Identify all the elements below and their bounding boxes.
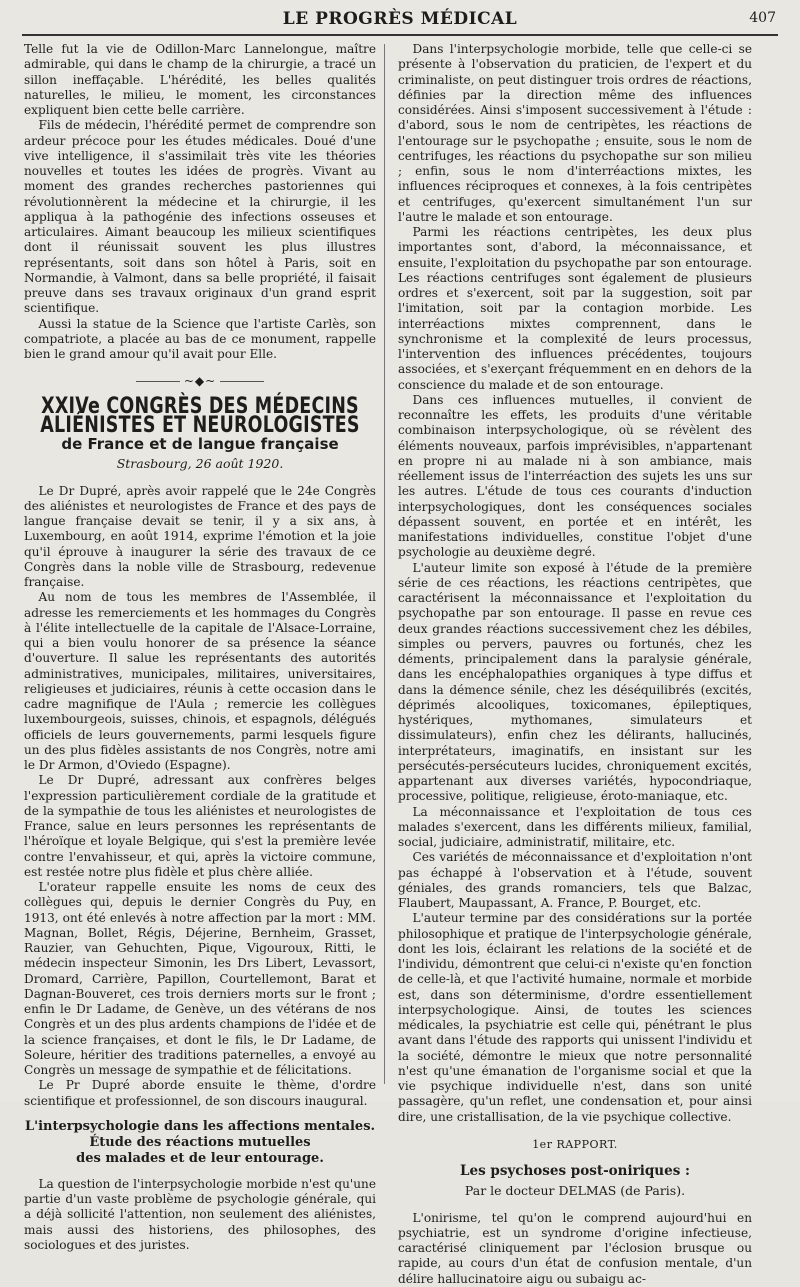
paragraph: L'onirisme, tel qu'on le comprend aujourd'hui en psychiatrie, est un syndrome d'origine infectieuse, caractérisé cliniquement par l'éclosion brusque ou rapide, au cours d'un état de confusion mentale, d'un délire hallucinatoire aigu ou subaigu ac-: [398, 1210, 752, 1286]
paragraph: La question de l'interpsychologie morbide n'est qu'une partie d'un vaste problème de psychologie générale, qui a déjà sollicité l'attention, non seulement des aliénistes, mais aussi des historiens, des philosophes, des sociologues et des juristes.: [24, 1176, 376, 1252]
paragraph: Dans ces influences mutuelles, il convient de reconnaître les effets, les produits d'une véritable combinaison interpsychologique, où se révèlent des éléments nouveaux, parfois imprévisibles, n'appartenant en propre ni au malade ni à son ambiance, mais réellement issus de l'interréaction des sujets les uns sur les autres. L'étude de tous ces courants d'induction interpsychologiques, dont les conséquences sociales dépassent souvent, en portée et en intérêt, les manifestations individuelles, constitue l'objet d'une psychologie au deuxième degré.: [398, 392, 752, 560]
paragraph: Au nom de tous les membres de l'Assemblée, il adresse les remerciements et les hommages du Congrès à l'élite intellectuelle de la capitale de l'Alsace-Lorraine, qui a bien voulu honorer de sa présence la séance d'ouverture. Il salue les représentants des autorités administratives, municipales, militaires, universitaires, religieuses et judiciaires, réunis à cette occasion dans le cadre magnifique de l'Aula ; remercie les collègues luxembourgeois, suisses, chinois, et espagnols, délégués officiels de leurs gouvernements, parmi lesquels figure un des plus fidèles assistants de nos Congrès, notre ami le Dr Armon, d'Oviedo (Espagne).: [24, 590, 376, 772]
journal-title: LE PROGRÈS MÉDICAL: [282, 9, 518, 29]
congress-subtitle: de France et de langue française: [61, 435, 339, 453]
paragraph: Fils de médecin, l'hérédité permet de comprendre son ardeur précoce pour les études médicales. Doué d'une vive intelligence, il s'assimilait très vite les théories nouvelles et toutes les idées de progrès. Vivant au moment des grandes recherches pastoriennes qui révolutionnèrent la médecine et la chirurgie, il les appliqua à la pathogénie des infections osseuses et articulaires. Aimant beaucoup les milieux scientifiques dont il réunissait souvent les plus illustres représentants, soit dans son hôtel à Paris, soit en Normandie, à Valmont, dans sa belle propriété, il faisait preuve dans ses travaux originaux d'un grand esprit scientifique.: [24, 118, 376, 316]
paragraph: Aussi la statue de la Science que l'artiste Carlès, son compatriote, a placée au bas de ce monument, rappelle bien le grand amour qu'il avait pour Elle.: [24, 316, 376, 361]
paragraph: L'auteur termine par des considérations sur la portée philosophique et pratique de l'interpsychologie générale, dont les lois, éclairant les relations de la société et de l'individu, démontrent que celui-ci n'existe qu'en fonction de celle-là, et que l'activité humaine, normale et morbide est, dans son déterminisme, d'ordre essentiellement interpsychologique. Ainsi, de toutes les sciences médicales, la psychiatrie est celle qui, pénétrant le plus avant dans l'étude des rapports qui unissent l'individu et la société, démontre le mieux que notre personnalité n'est qu'une émanation de l'organisme social et que la vie psychique individuelle n'est, dans son unité passagère, qu'un reflet, une condensation et, pour ainsi dire, une cristallisation, de la vie psychique collective.: [398, 911, 752, 1124]
section-ornament: ~◆~: [24, 374, 376, 389]
left-column: [24, 42, 376, 1253]
paragraph: L'auteur limite son exposé à l'étude de la première série de ces réactions, les réactions centripètes, que caractérisent la méconnaissance et l'exploitation du psychopathe par son entourage. Il passe en revue ces deux grandes réactions successivement chez les débiles, simples ou pervers, pauvres ou fortunés, chez les déments, principalement dans la paralysie générale, dans les encéphalopathies organiques à type diffus et dans la démence sénile, chez les déséquilibrés (excités, déprimés alcooliques, toxicomanes, épileptiques, hystériques, mythomanes, simulateurs et dissimulateurs), enfin chez les délirants, hallucinés, interprétateurs, imaginatifs, en insistant sur les persécutés-persécuteurs lucides, chroniquement excités, appartenant aux diverses variétés, hypocondriaque, processive, politique, religieuse, éroto-maniaque, etc.: [398, 560, 752, 804]
report-author: Par le docteur DELMAS (de Paris).: [464, 1183, 686, 1199]
header-rule: [22, 34, 778, 36]
right-column: [398, 42, 752, 1287]
paragraph: Le Dr Dupré, après avoir rappelé que le 24e Congrès des aliénistes et neurologistes de France et des pays de langue française devait se tenir, il y a six ans, à Luxembourg, en août 1914, exprime l'émotion et la joie qu'il éprouve à inaugurer la série des travaux de ce Congrès dans la noble ville de Strasbourg, redevenue française.: [24, 483, 376, 589]
section-heading-line: Étude des réactions mutuelles: [89, 1134, 311, 1150]
report-label: 1er RAPPORT.: [532, 1137, 618, 1151]
congress-date: Strasbourg, 26 août 1920.: [116, 456, 284, 472]
paragraph: Parmi les réactions centripètes, les deux plus importantes sont, d'abord, la méconnaissance, et ensuite, l'exploitation du psychopathe par son entourage. Les réactions centrifuges sont également de plusieurs ordres et s'exercent, soit par la suggestion, soit par l'imitation, soit par la contagion morbide. Les interréactions mixtes comprennent, dans le synchronisme et la complexité de leurs processus, l'intervention des influences précédentes, toujours associées, et s'exerçant fréquemment en en dehors de la conscience du malade et de son entourage.: [398, 225, 752, 392]
paragraph: Ces variétés de méconnaissance et d'exploitation n'ont pas échappé à l'observation et à l'étude, souvent géniales, des grands romanciers, tels que Balzac, Flaubert, Maupassant, A. France, P. Bourget, etc.: [398, 850, 752, 910]
paragraph: Dans l'interpsychologie morbide, telle que celle-ci se présente à l'observation du praticien, de l'expert et du criminaliste, on peut distinguer trois ordres de réactions, définies par la direction même des influences considérées. Ainsi s'imposent successivement à l'étude : d'abord, sous le nom de centripètes, les réactions de l'entourage sur le psychopathe ; ensuite, sous le nom de centrifuges, les réactions du psychopathe sur son milieu ; enfin, sous le nom d'interréactions mixtes, les influences réciproques et connexes, à la fois centripètes et centrifuges, qu'exercent simultanément l'un sur l'autre le malade et son entourage.: [398, 42, 752, 224]
report-title: Les psychoses post-oniriques :: [460, 1163, 690, 1179]
paragraph: Le Dr Dupré, adressant aux confrères belges l'expression particulièrement cordiale de la gratitude et de la sympathie de tous les aliénistes et neurologistes de France, salue en leurs personnes les représentants de l'héroïque et loyale Belgique, qui s'est la première levée contre l'envahisseur, et qui, après la victoire commune, est restée notre plus fidèle et plus chère alliée.: [24, 773, 376, 879]
section-heading-line: L'interpsychologie dans les affections mentales.: [24, 1118, 376, 1134]
paragraph: La méconnaissance et l'exploitation de tous ces malades s'exercent, dans les différents milieux, familial, social, judiciaire, administratif, militaire, etc.: [398, 804, 752, 849]
section-heading-line: des malades et de leur entourage.: [76, 1150, 324, 1166]
paragraph: Telle fut la vie de Odillon-Marc Lannelongue, maître admirable, qui dans le champ de la chirurgie, a tracé un sillon ineffaçable. L'hérédité, les belles qualités naturelles, le milieu, le moment, les circonstances expliquent bien cette belle carrière.: [24, 42, 376, 117]
paragraph: Le Pr Dupré aborde ensuite le thème, d'ordre scientifique et professionnel, de son discours inaugural.: [24, 1078, 376, 1108]
section-heading: [24, 1119, 376, 1167]
congress-title: XXIVe CONGRÈS DES MÉDECINS ALIÉNISTES ET NEUROLOGISTES: [40, 393, 360, 438]
page-number: 407: [749, 10, 776, 26]
column-divider: [384, 44, 385, 1084]
paragraph: L'orateur rappelle ensuite les noms de ceux des collègues qui, depuis le dernier Congrès du Puy, en 1913, ont été enlevés à notre affection par la mort : MM. Magnan, Bollet, Régis, Déjerine, Bernheim, Grasset, Rauzier, van Gehuchten, Pique, Vigouroux, Ritti, le médecin inspecteur Simonin, les Drs Libert, Levassort, Dromard, Carrière, Papillon, Courtellemont, Barat et Dagnan-Bouveret, ces trois derniers morts sur le front ; enfin le Dr Ladame, de Genève, un des vétérans de nos Congrès et un des plus ardents champions de l'idée et de la science françaises, et dont le fils, le Dr Ladame, de Soleure, héritier des traditions paternelles, a envoyé au Congrès un message de sympathie et de félicitations.: [24, 880, 376, 1077]
running-head: [0, 9, 800, 33]
